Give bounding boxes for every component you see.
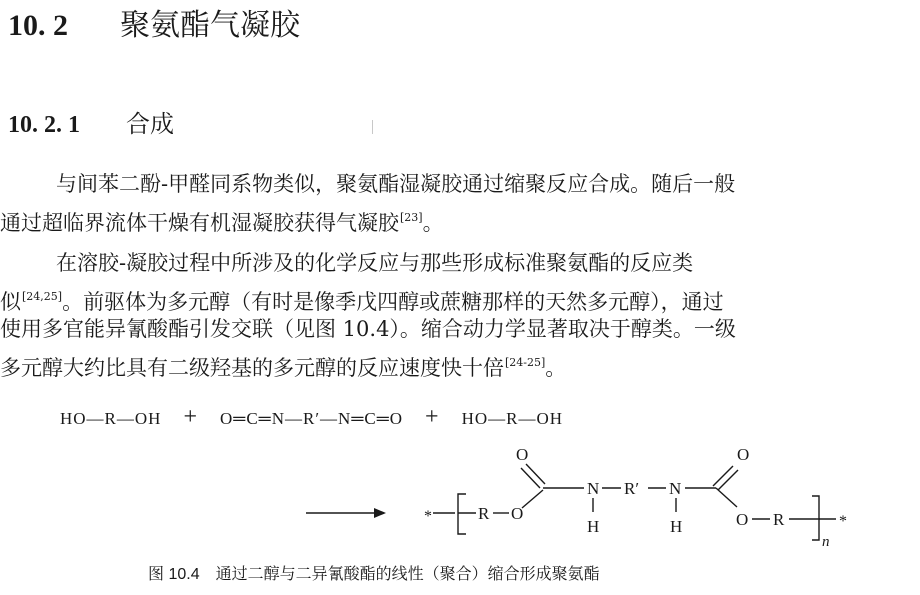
bond-C-O-double-right-a: [713, 466, 733, 486]
paragraph-1-line-1: 与间苯二酚-甲醛同系物类似，聚氨酯湿凝胶通过缩聚反应合成。随后一般: [56, 172, 736, 196]
paragraph-1-line-2-text: 通过超临界流体干燥有机湿凝胶获得气凝胶: [0, 211, 399, 235]
bond-C-O-double-left-b: [526, 464, 545, 484]
atom-R-right: R: [773, 510, 785, 529]
figure-number: 图 10.4: [148, 566, 200, 583]
atom-H-right: H: [670, 517, 683, 536]
polyurethane-structure: [0, 430, 920, 558]
paragraph-1-line-2-end: 。: [422, 211, 444, 235]
subsection-heading: [8, 108, 174, 141]
paragraph-2-line-4-text: 多元醇大约比具有二级羟基的多元醇的反应速度快十倍: [0, 356, 504, 380]
citation-23[interactable]: [23]: [400, 211, 423, 224]
repeat-subscript-n: n: [822, 534, 830, 550]
paragraph-2-line-2-rest: 。前驱体为多元醇（有时是像季戊四醇或蔗糖那样的天然多元醇），通过: [62, 290, 724, 314]
bond-C-O-double-right-b: [718, 470, 738, 490]
bond-O-C-left: [522, 490, 543, 508]
figure-caption-text: 通过二醇与二异氰酸酯的线性（聚合）缩合形成聚氨酯: [215, 564, 600, 583]
atom-O-carbonyl-left: O: [516, 445, 529, 464]
scan-mark: [372, 120, 373, 134]
end-star-left: *: [424, 508, 432, 525]
reaction-arrow: [306, 508, 386, 518]
citation-24-25[interactable]: [24,25]: [22, 290, 63, 303]
paragraph-2-line-4: [0, 346, 910, 379]
section-number: 10. 2: [8, 9, 68, 42]
atom-O-carbonyl-right: O: [737, 445, 750, 464]
paragraph-2-line-1: 在溶胶-凝胶过程中所涉及的化学反应与那些形成标准聚氨酯的反应类: [56, 251, 694, 275]
atom-O-ether-left: O: [511, 504, 524, 523]
end-star-right: *: [839, 513, 847, 530]
plus-sign-1: +: [183, 404, 198, 430]
atom-R-left: R: [478, 504, 490, 523]
atom-N-left: N: [587, 479, 600, 498]
paragraph-2: [0, 247, 910, 379]
reactant-diisocyanate: O═C═N—R′—N═C═O: [220, 409, 404, 428]
atom-R-prime: R′: [624, 479, 640, 498]
bracket-left: [458, 494, 466, 534]
bracket-right: [812, 496, 819, 540]
reactant-diol-2: HO—R—OH: [461, 409, 564, 428]
reaction-equation: [60, 404, 563, 432]
subsection-number: 10. 2. 1: [8, 112, 80, 138]
paragraph-1-line-2: [0, 201, 910, 234]
bond-C-O-right: [716, 488, 737, 507]
paragraph-2-line-2: [0, 280, 910, 313]
subsection-title: 合成: [126, 110, 174, 138]
atom-O-ether-right: O: [736, 510, 749, 529]
citation-24-25b[interactable]: [24-25]: [505, 356, 546, 369]
paragraph-2-line-4-end: 。: [545, 356, 567, 380]
figure-caption: [148, 562, 600, 587]
plus-sign-2: +: [425, 404, 440, 430]
section-title: 聚氨酯气凝胶: [120, 8, 300, 43]
paragraph-1: [0, 168, 910, 234]
paragraph-2-line-2-start: 似: [0, 290, 21, 314]
atom-H-left: H: [587, 517, 600, 536]
section-heading: [8, 6, 300, 46]
bond-C-O-double-left-a: [521, 468, 540, 488]
atom-N-right: N: [669, 479, 682, 498]
reactant-diol-1: HO—R—OH: [60, 409, 162, 428]
paragraph-2-line-3: 使用多官能异氰酸酯引发交联（见图 10.4）。缩合动力学显著取决于醇类。一级: [0, 317, 736, 341]
